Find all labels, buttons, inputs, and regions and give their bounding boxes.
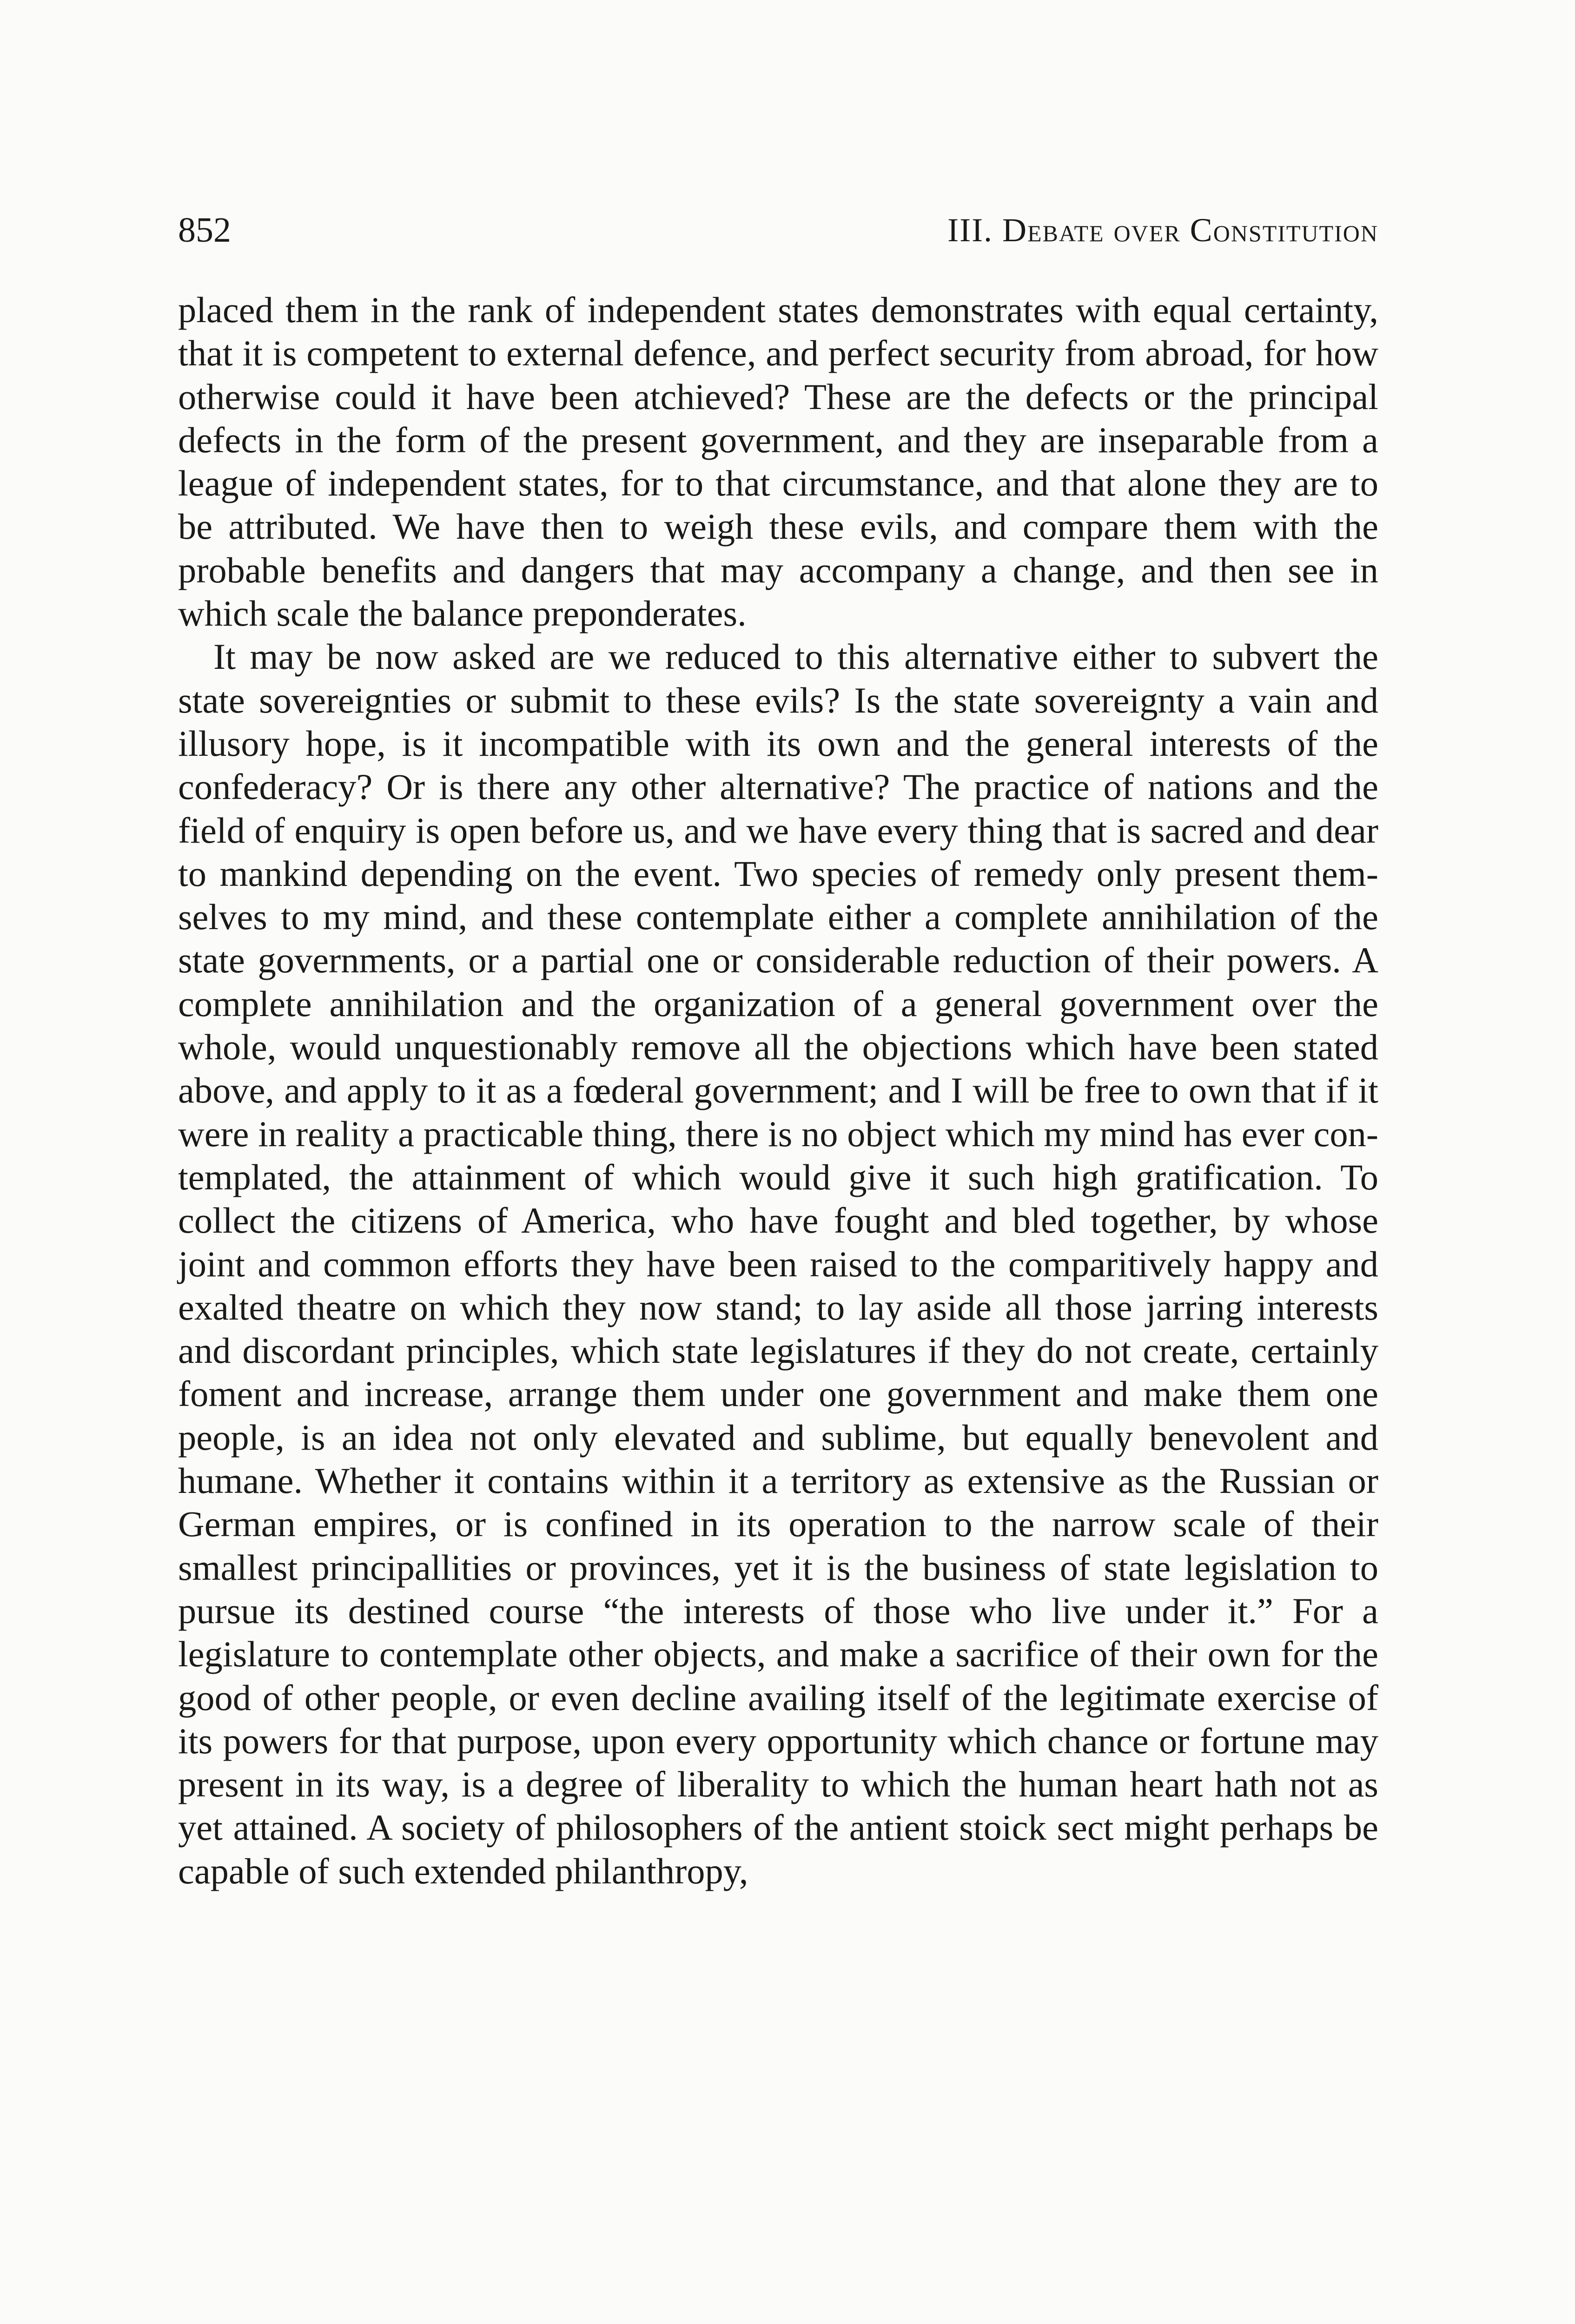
paragraph-1: placed them in the rank of independent states demonstrates with equal certainty, that it is competent to external defence, and perfect security from abroad, for how otherwise could it have been atchieved? These are the defects or the principal defects in the form of the present government, and they are inseparable from a league of independent states, for to that circumstance, and that alone they are to be attributed. We have then to weigh these evils, and compare them with the probable benefits and dangers that may accompany a change, and then see in which scale the balance preponderates. <box>178 290 1378 634</box>
body-text <box>178 288 1378 1893</box>
page-header <box>178 205 1378 256</box>
page-number: 852 <box>178 211 231 250</box>
running-head: III. Debate over Constitution <box>947 211 1378 249</box>
paragraph-2: It may be now asked are we reduced to this alternative either to subvert the state sovereignties or submit to these evils? Is the state sovereignty a vain and illusory hope, is it incompatible with its own and the general interests of the confederacy? Or is there any other alternative? The practice of nations and the field of enquiry is open before us, and we have every thing that is sacred and dear to mankind depending on the event. Two species of remedy only present themselves to my mind, and these contemplate either a complete annihilation of the state governments, or a partial one or considerable reduction of their powers. A complete annihilation and the organization of a general government over the whole, would unquestionably remove all the objections which have been stated above, and apply to it as a fœderal government; and I will be free to own that if it were in reality a practicable thing, there is no object which my mind has ever contemplated, the attainment of which would give it such high gratification. To collect the citizens of America, who have fought and bled together, by whose joint and common efforts they have been raised to the comparitively happy and exalted theatre on which they now stand; to lay aside all those jarring interests and discordant principles, which state legislatures if they do not create, certainly foment and increase, arrange them under one government and make them one people, is an idea not only elevated and sublime, but equally benevolent and humane. Whether it contains within it a territory as extensive as the Russian or German empires, or is confined in its operation to the narrow scale of their smallest principallities or provinces, yet it is the business of state legislation to pursue its destined course “the interests of those who live under it.” For a legislature to contemplate other objects, and make a sacrifice of their own for the good of other people, or even decline availing itself of the legitimate exercise of its powers for that purpose, upon every opportunity which chance or fortune may present in its way, is a degree of liberality to which the human heart hath not as yet attained. A society of philosophers of the antient stoick sect might perhaps be capable of such extended philanthropy, <box>178 636 1378 1891</box>
